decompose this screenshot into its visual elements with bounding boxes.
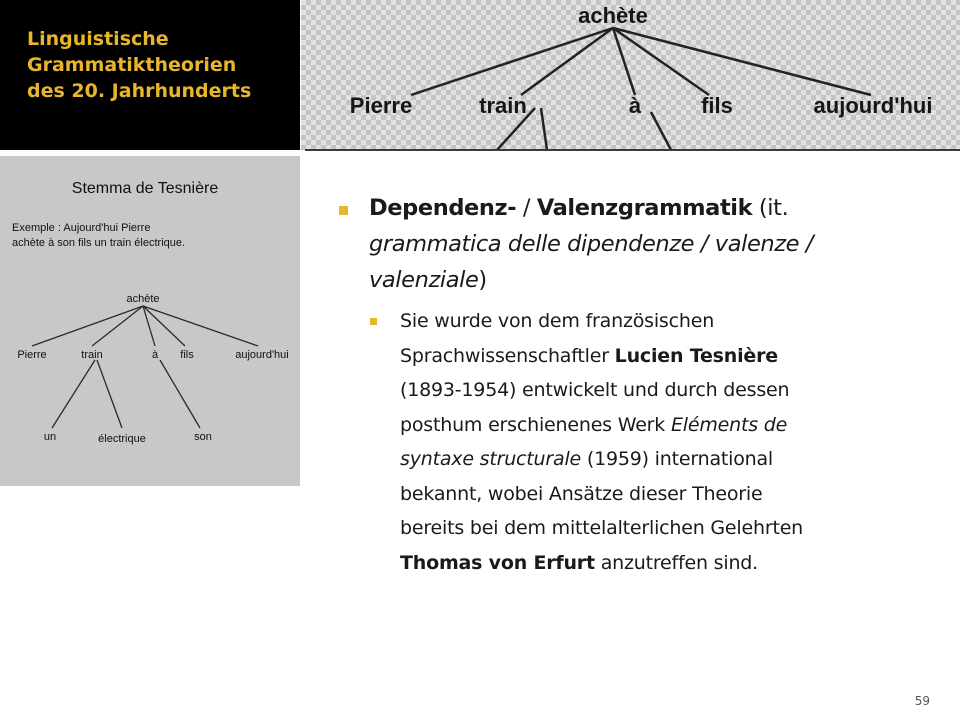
sub-line-5 xyxy=(400,442,936,477)
sub-bullet xyxy=(368,304,936,580)
edge-root-train xyxy=(521,28,613,95)
main-bullet-line-3 xyxy=(369,262,936,298)
example-line-2: achète à son fils un train électrique. xyxy=(12,237,186,249)
edge-train-electrique xyxy=(97,360,122,428)
edge-train-un xyxy=(52,360,95,428)
slide-content xyxy=(336,190,936,580)
left-node-a: à xyxy=(151,349,159,361)
separator-line xyxy=(305,149,960,151)
left-node-un: un xyxy=(43,431,57,443)
sub-line-1: Sie wurde von dem französischen xyxy=(400,310,715,332)
top-stemma-svg xyxy=(301,0,960,150)
main-bullet xyxy=(336,190,936,298)
term-dependenz: Dependenz- xyxy=(369,195,517,221)
edge-a-son xyxy=(651,112,671,150)
left-node-pierre: Pierre xyxy=(17,349,47,361)
edge-train-electrique xyxy=(541,108,547,150)
italian-close: ) xyxy=(478,267,487,293)
sub-bullet-square-icon xyxy=(370,318,377,325)
top-node-root: achète xyxy=(578,3,648,28)
work-title-part-1: Eléments de xyxy=(670,413,788,436)
sub-line-6: bekannt, wobei Ansätze dieser Theorie xyxy=(400,482,763,505)
title-line-3: des 20. Jahrhunderts xyxy=(27,80,252,102)
top-node-pierre: Pierre xyxy=(349,93,413,118)
edge-root-pierre xyxy=(411,28,613,95)
title-box xyxy=(0,0,300,150)
edge-root-train xyxy=(92,306,143,346)
top-stemma-image xyxy=(301,0,960,150)
term-valenzgrammatik: Valenzgrammatik xyxy=(536,195,753,221)
left-node-son: son xyxy=(194,431,212,443)
name-lucien-tesniere: Lucien Tesnière xyxy=(614,344,778,367)
italian-term-1: grammatica delle dipendenze / valenze / xyxy=(369,231,814,257)
sub-line-4-text: posthum erschienenes Werk xyxy=(400,413,671,436)
stemma-heading: Stemma de Tesnière xyxy=(71,180,219,197)
italian-term-2: valenziale xyxy=(369,267,479,293)
edge-root-aujourdhui xyxy=(613,28,871,95)
main-bullet-line-1 xyxy=(369,190,936,226)
sub-line-2 xyxy=(400,339,936,374)
left-node-train: train xyxy=(81,349,103,361)
sub-line-7: bereits bei dem mittelalterlichen Gelehrten xyxy=(400,517,804,539)
bullet-square-icon xyxy=(339,206,348,215)
left-stemma-svg xyxy=(0,156,300,486)
title-line-1: Linguistische xyxy=(27,28,169,50)
sub-line-3: (1893-1954) entwickelt und durch dessen xyxy=(400,379,790,401)
edge-root-aujourdhui xyxy=(143,306,258,346)
left-node-fils: fils xyxy=(180,349,194,361)
page-number: 59 xyxy=(914,694,930,708)
edge-root-pierre xyxy=(32,306,143,346)
top-node-a: à xyxy=(628,93,642,118)
sub-line-2-text: Sprachwissenschaftler xyxy=(400,344,615,367)
top-node-train: train xyxy=(479,93,527,118)
work-title-part-2: syntaxe structurale xyxy=(400,448,582,470)
slide-title xyxy=(27,26,289,104)
top-node-fils: fils xyxy=(701,93,733,118)
top-node-aujourdhui: aujourd'hui xyxy=(813,93,933,118)
left-node-aujourdhui: aujourd'hui xyxy=(235,349,289,361)
sub-line-4 xyxy=(400,408,936,443)
italian-open: (it. xyxy=(752,195,789,221)
left-node-electrique: électrique xyxy=(98,433,146,445)
edge-a-son xyxy=(160,360,200,428)
title-line-2: Grammatiktheorien xyxy=(27,54,237,76)
example-line-1: Exemple : Aujourd'hui Pierre xyxy=(12,222,151,234)
left-stemma-image xyxy=(0,156,300,486)
name-thomas-von-erfurt: Thomas von Erfurt xyxy=(400,551,595,574)
edge-root-fils xyxy=(613,28,709,95)
term-separator: / xyxy=(516,195,537,221)
main-bullet-line-2 xyxy=(369,226,936,262)
left-node-root: achète xyxy=(126,293,160,305)
sub-line-8 xyxy=(400,546,936,581)
edge-root-a xyxy=(613,28,635,95)
sub-line-8-text: anzutreffen sind. xyxy=(594,551,759,574)
sub-line-5-text: (1959) international xyxy=(581,448,774,470)
